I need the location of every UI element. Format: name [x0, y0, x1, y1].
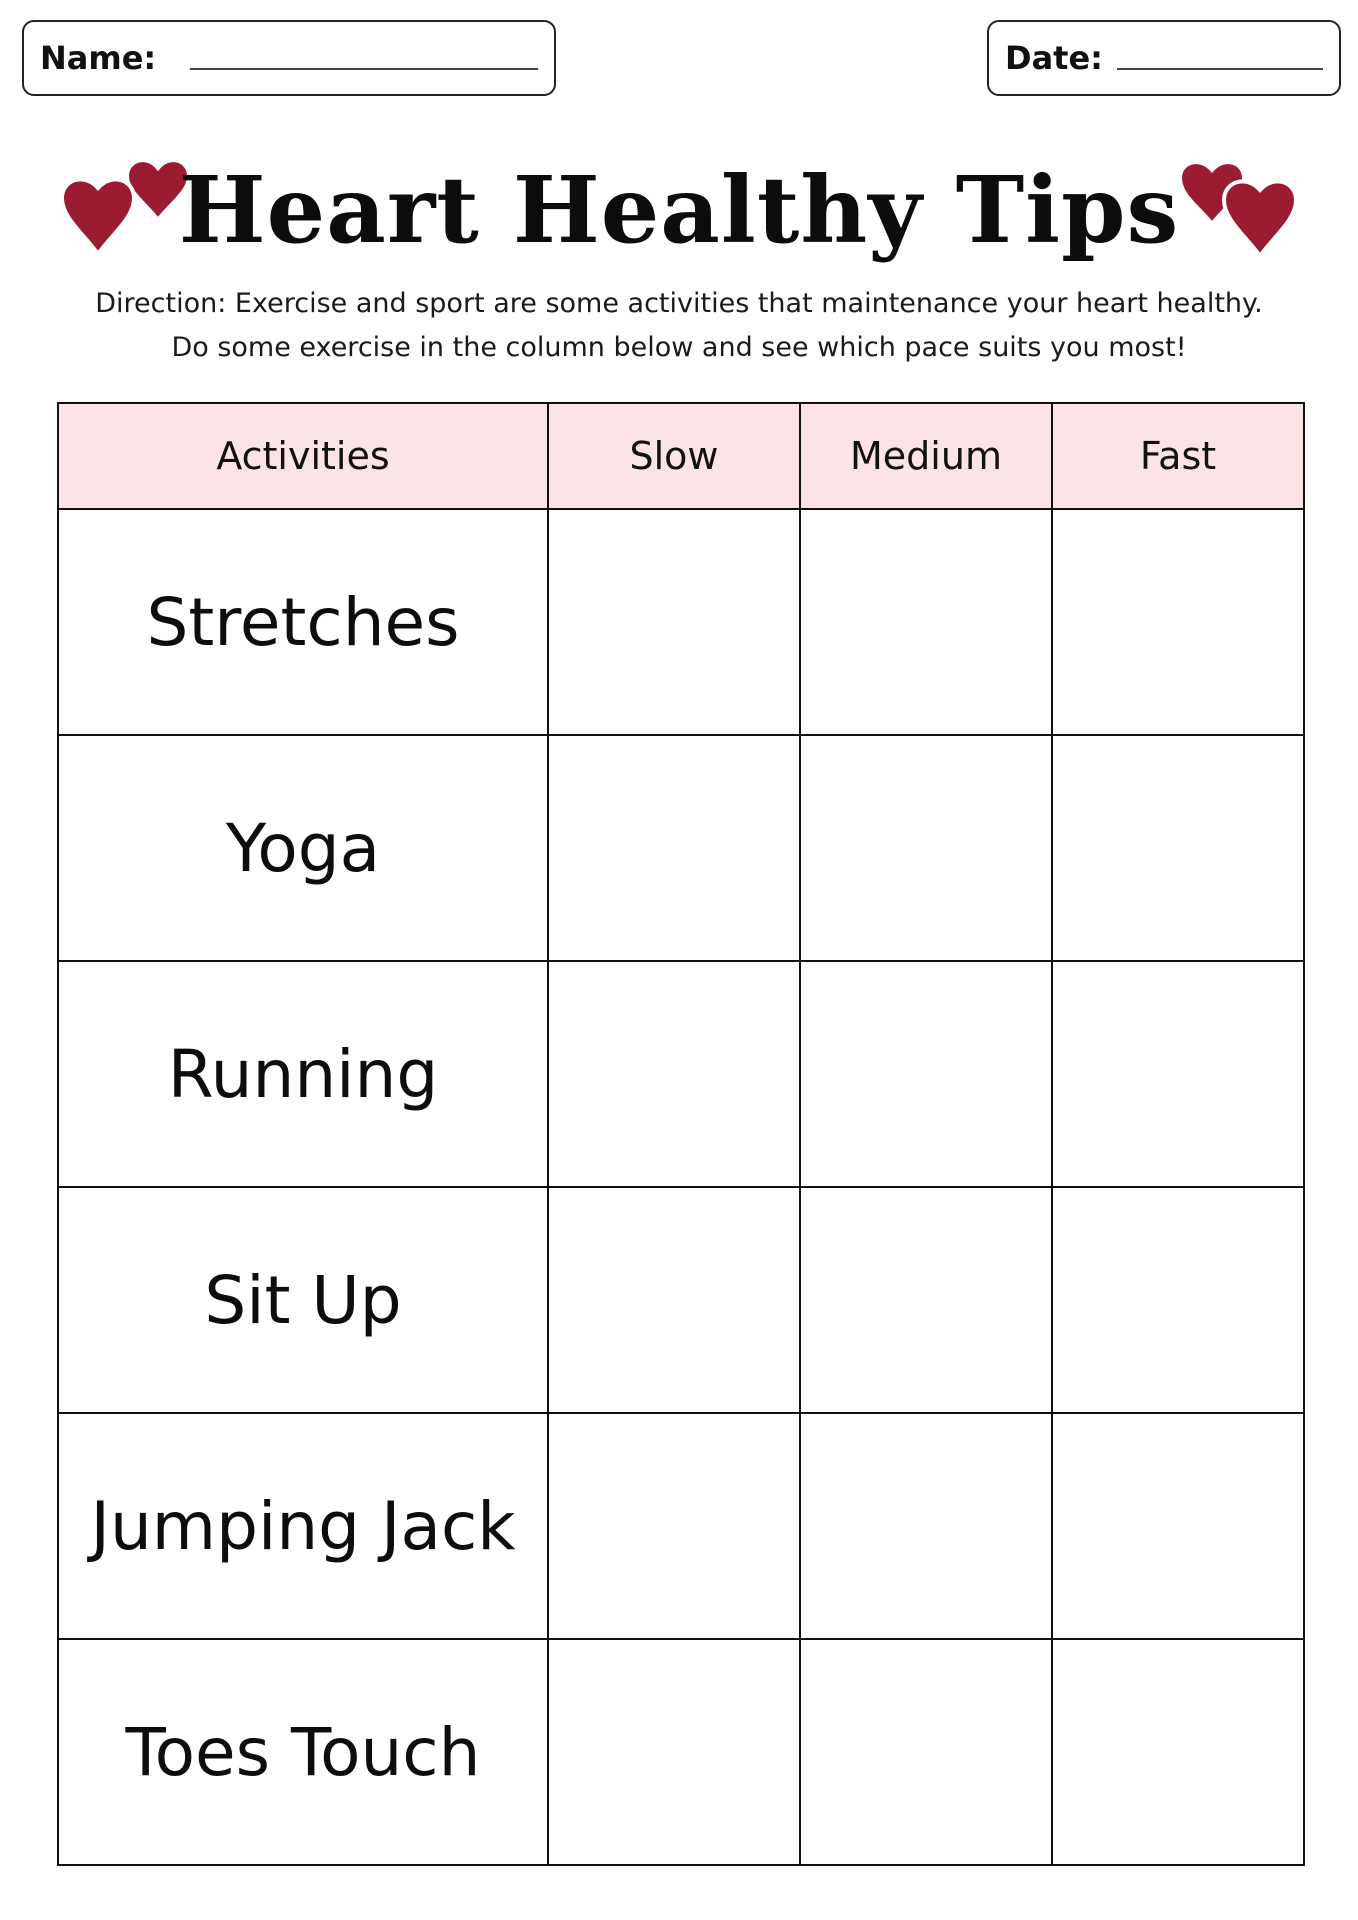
title-row: [0, 150, 1358, 280]
header-fast: Fast: [1052, 403, 1304, 509]
date-label: Date:: [1005, 39, 1103, 77]
date-input-line[interactable]: [1117, 68, 1323, 70]
table-row: [58, 1413, 1304, 1639]
medium-cell[interactable]: [800, 1413, 1052, 1639]
table-row: [58, 1639, 1304, 1865]
slow-cell[interactable]: [548, 1187, 800, 1413]
table-row: [58, 735, 1304, 961]
medium-cell[interactable]: [800, 961, 1052, 1187]
table-row: [58, 1187, 1304, 1413]
header-medium: Medium: [800, 403, 1052, 509]
activity-name: Jumping Jack: [58, 1413, 548, 1639]
name-label: Name:: [40, 39, 157, 77]
activity-name: Running: [58, 961, 548, 1187]
direction-line-1: Direction: Exercise and sport are some activities that maintenance your heart healthy.: [95, 288, 1263, 319]
fast-cell[interactable]: [1052, 961, 1304, 1187]
name-field[interactable]: [22, 20, 556, 96]
slow-cell[interactable]: [548, 961, 800, 1187]
fast-cell[interactable]: [1052, 509, 1304, 735]
medium-cell[interactable]: [800, 1639, 1052, 1865]
table-row: [58, 961, 1304, 1187]
activity-name: Stretches: [58, 509, 548, 735]
medium-cell[interactable]: [800, 509, 1052, 735]
slow-cell[interactable]: [548, 1413, 800, 1639]
activity-name: Yoga: [58, 735, 548, 961]
fast-cell[interactable]: [1052, 1413, 1304, 1639]
fast-cell[interactable]: [1052, 735, 1304, 961]
direction-line-2: Do some exercise in the column below and see which pace suits you most!: [171, 332, 1187, 363]
activity-name: Toes Touch: [58, 1639, 548, 1865]
activity-pace-table: [57, 402, 1305, 1866]
heart-pair-icon: [1168, 156, 1300, 266]
date-field[interactable]: [987, 20, 1341, 96]
medium-cell[interactable]: [800, 735, 1052, 961]
header-activities: Activities: [58, 403, 548, 509]
slow-cell[interactable]: [548, 735, 800, 961]
activity-name: Sit Up: [58, 1187, 548, 1413]
table-row: [58, 509, 1304, 735]
slow-cell[interactable]: [548, 509, 800, 735]
table-header-row: [58, 403, 1304, 509]
slow-cell[interactable]: [548, 1639, 800, 1865]
medium-cell[interactable]: [800, 1187, 1052, 1413]
header-slow: Slow: [548, 403, 800, 509]
fast-cell[interactable]: [1052, 1639, 1304, 1865]
name-input-line[interactable]: [190, 68, 538, 70]
directions-text: [0, 282, 1358, 370]
page-title: Heart Healthy Tips: [178, 156, 1180, 264]
fast-cell[interactable]: [1052, 1187, 1304, 1413]
